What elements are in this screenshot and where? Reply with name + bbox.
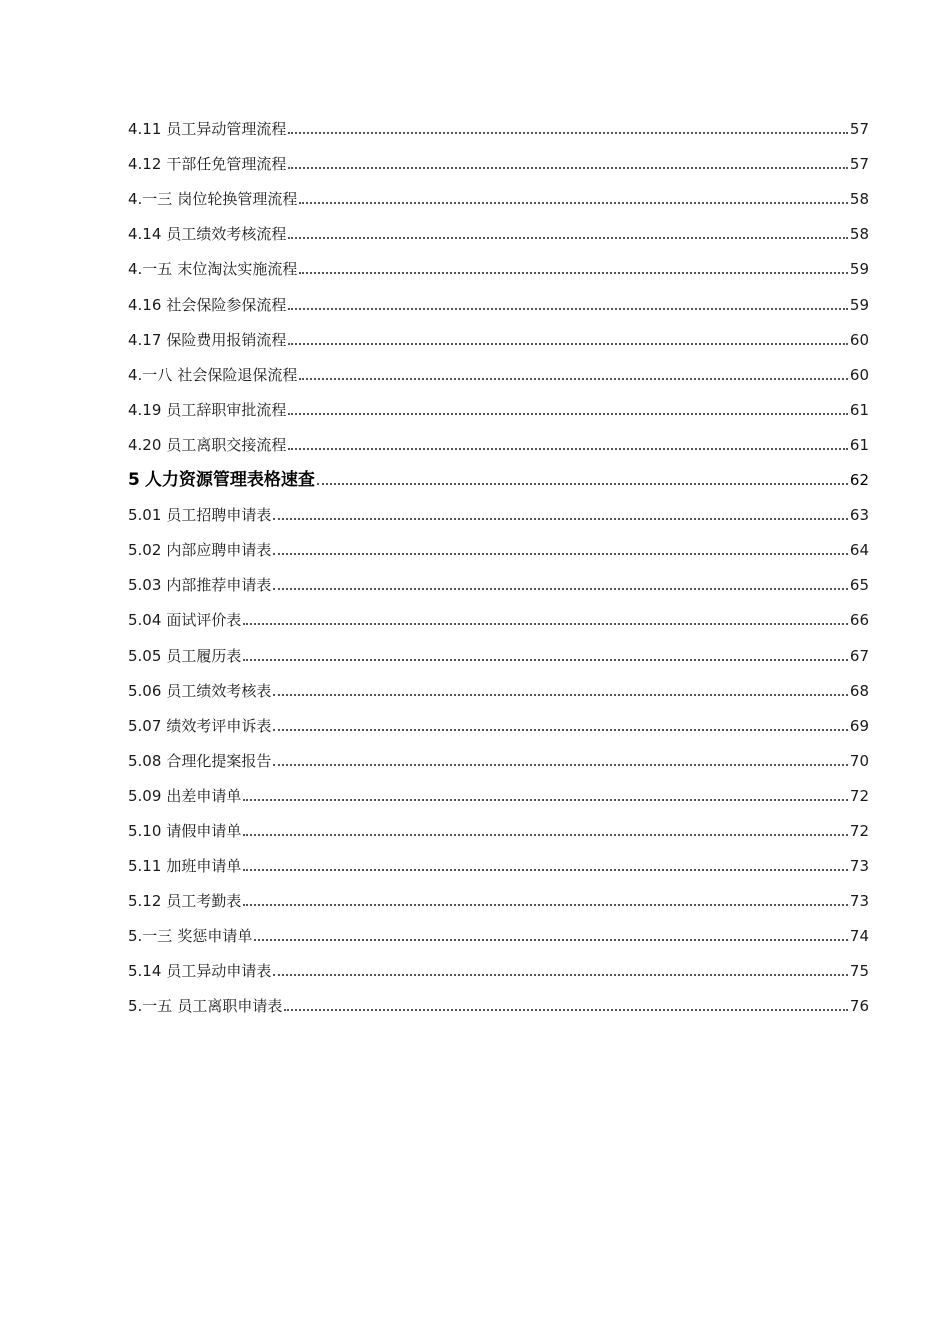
toc-entry-title: 末位淘汰实施流程: [177, 260, 298, 279]
toc-entry-title: 内部应聘申请表: [166, 541, 272, 560]
toc-entry-title: 人力资源管理表格速查: [144, 470, 315, 491]
dot-leader: [317, 483, 848, 485]
toc-entry-number: 5.06: [128, 681, 162, 700]
toc-entry-number: 4.19: [128, 400, 162, 419]
toc-entry-title: 员工绩效考核表: [166, 681, 272, 700]
toc-entry-number: 5.07: [128, 716, 162, 735]
toc-page-number: 69: [849, 716, 869, 735]
toc-entry-title: 员工异动管理流程: [166, 120, 287, 139]
toc-entry-number: 4.12: [128, 155, 162, 174]
dot-leader: [273, 588, 847, 590]
toc-page-number: 72: [849, 786, 869, 805]
toc-page-number: 72: [849, 821, 869, 840]
toc-page-number: 61: [849, 435, 869, 454]
toc-entry-number: 5.02: [128, 541, 162, 560]
toc-page-number: 62: [849, 471, 869, 490]
toc-page-number: 74: [849, 927, 869, 946]
toc-entry[interactable]: [128, 881, 869, 916]
toc-entry[interactable]: [128, 741, 869, 776]
toc-entry[interactable]: [128, 706, 869, 741]
toc-entry-number: 5.08: [128, 751, 162, 770]
dot-leader: [288, 343, 847, 345]
toc-entry-title: 社会保险退保流程: [177, 365, 298, 384]
dot-leader: [288, 413, 847, 415]
toc-entry-number: 4.一五: [128, 260, 173, 279]
toc-entry-number: 4.16: [128, 295, 162, 314]
toc-entry[interactable]: [128, 249, 869, 284]
toc-entry-number: 4.14: [128, 225, 162, 244]
toc-entry-title: 请假申请单: [166, 821, 242, 840]
toc-entry[interactable]: [128, 635, 869, 670]
dot-leader: [299, 378, 848, 380]
toc-entry-title: 保险费用报销流程: [166, 330, 287, 349]
toc-page-number: 57: [849, 120, 869, 139]
toc-entry-title: 员工绩效考核流程: [166, 225, 287, 244]
toc-page-number: 70: [849, 751, 869, 770]
toc-entry[interactable]: [128, 214, 869, 249]
toc-heading-entry[interactable]: [128, 460, 869, 495]
toc-page-number: 73: [849, 857, 869, 876]
toc-page-number: 59: [849, 295, 869, 314]
toc-page-number: 57: [849, 155, 869, 174]
toc-entry[interactable]: [128, 846, 869, 881]
dot-leader: [243, 659, 847, 661]
dot-leader: [273, 694, 847, 696]
toc-entry-title: 加班申请单: [166, 857, 242, 876]
toc-entry-title: 岗位轮换管理流程: [177, 190, 298, 209]
toc-entry-title: 干部任免管理流程: [166, 155, 287, 174]
toc-entry[interactable]: [128, 811, 869, 846]
toc-entry-title: 员工考勤表: [166, 892, 242, 911]
toc-page-number: 58: [849, 190, 869, 209]
dot-leader: [288, 237, 847, 239]
toc-entry-title: 员工辞职审批流程: [166, 400, 287, 419]
toc-entry[interactable]: [128, 495, 869, 530]
toc-entry-title: 社会保险参保流程: [166, 295, 287, 314]
toc-entry[interactable]: [128, 390, 869, 425]
toc-entry-title: 员工离职交接流程: [166, 435, 287, 454]
toc-entry-title: 员工异动申请表: [166, 962, 272, 981]
toc-page-number: 59: [849, 260, 869, 279]
toc-entry-number: 4.11: [128, 120, 162, 139]
toc-entry-title: 奖惩申请单: [177, 927, 253, 946]
toc-entry-number: 4.一八: [128, 365, 173, 384]
toc-entry[interactable]: [128, 320, 869, 355]
toc-entry[interactable]: [128, 951, 869, 986]
toc-entry-title: 员工招聘申请表: [166, 506, 272, 525]
toc-entry-number: 4.17: [128, 330, 162, 349]
toc-page-number: 60: [849, 365, 869, 384]
toc-page-number: 58: [849, 225, 869, 244]
toc-entry-number: 5: [128, 470, 140, 491]
dot-leader: [273, 553, 847, 555]
toc-entry[interactable]: [128, 916, 869, 951]
dot-leader: [288, 167, 847, 169]
toc-entry[interactable]: [128, 530, 869, 565]
dot-leader: [243, 623, 847, 625]
toc-page-number: 68: [849, 681, 869, 700]
toc-entry[interactable]: [128, 355, 869, 390]
toc-page-number: 63: [849, 506, 869, 525]
toc-entry[interactable]: [128, 776, 869, 811]
toc-entry[interactable]: [128, 671, 869, 706]
toc-entry-number: 5.01: [128, 506, 162, 525]
toc-page-number: 73: [849, 892, 869, 911]
dot-leader: [299, 272, 848, 274]
dot-leader: [273, 729, 847, 731]
dot-leader: [273, 974, 847, 976]
toc-entry-title: 面试评价表: [166, 611, 242, 630]
toc-page-number: 61: [849, 400, 869, 419]
toc-entry-number: 5.09: [128, 786, 162, 805]
dot-leader: [288, 132, 847, 134]
dot-leader: [243, 799, 847, 801]
dot-leader: [243, 904, 847, 906]
toc-entry-number: 5.03: [128, 576, 162, 595]
toc-entry[interactable]: [128, 284, 869, 319]
toc-entry-number: 5.11: [128, 857, 162, 876]
toc-entry-title: 出差申请单: [166, 786, 242, 805]
toc-entry-number: 5.12: [128, 892, 162, 911]
dot-leader: [254, 939, 848, 941]
toc-entry-number: 5.一五: [128, 997, 173, 1016]
toc-page-number: 64: [849, 541, 869, 560]
toc-entry[interactable]: [128, 600, 869, 635]
toc-entry-title: 员工离职申请表: [177, 997, 283, 1016]
toc-entry-number: 4.20: [128, 435, 162, 454]
dot-leader: [284, 1009, 848, 1011]
dot-leader: [273, 764, 847, 766]
toc-page-number: 65: [849, 576, 869, 595]
toc-entry-number: 5.05: [128, 646, 162, 665]
table-of-contents: [128, 109, 869, 1021]
toc-entry-title: 员工履历表: [166, 646, 242, 665]
toc-entry[interactable]: [128, 179, 869, 214]
toc-entry-number: 5.一三: [128, 927, 173, 946]
toc-entry-title: 内部推荐申请表: [166, 576, 272, 595]
dot-leader: [243, 834, 847, 836]
toc-page-number: 76: [849, 997, 869, 1016]
toc-entry[interactable]: [128, 565, 869, 600]
dot-leader: [243, 869, 847, 871]
toc-entry-number: 5.10: [128, 821, 162, 840]
toc-entry-number: 5.14: [128, 962, 162, 981]
toc-entry-number: 4.一三: [128, 190, 173, 209]
toc-entry[interactable]: [128, 144, 869, 179]
toc-entry[interactable]: [128, 986, 869, 1021]
toc-page-number: 66: [849, 611, 869, 630]
toc-entry[interactable]: [128, 109, 869, 144]
dot-leader: [288, 308, 847, 310]
toc-entry-title: 合理化提案报告: [166, 751, 272, 770]
toc-page-number: 75: [849, 962, 869, 981]
toc-entry-number: 5.04: [128, 611, 162, 630]
toc-entry-title: 绩效考评申诉表: [166, 716, 272, 735]
dot-leader: [273, 518, 847, 520]
toc-entry[interactable]: [128, 425, 869, 460]
toc-page-number: 67: [849, 646, 869, 665]
dot-leader: [299, 202, 848, 204]
dot-leader: [288, 448, 847, 450]
toc-page-number: 60: [849, 330, 869, 349]
